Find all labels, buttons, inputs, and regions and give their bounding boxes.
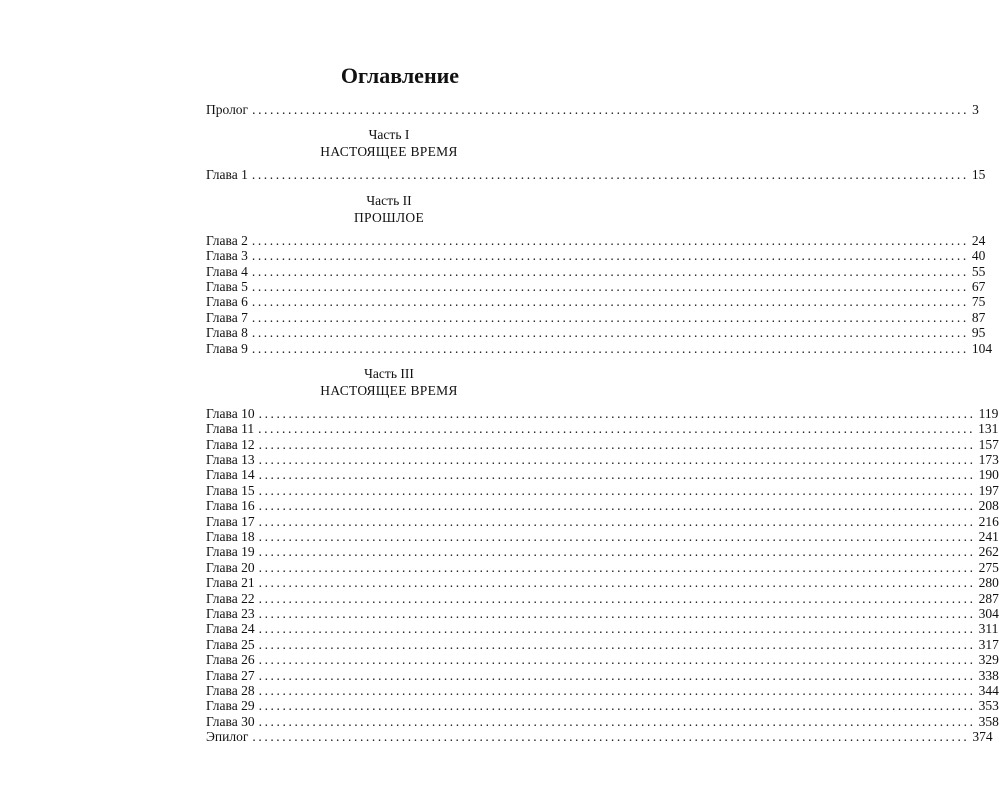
- toc-leader-dots: ........................................................................................................................: [251, 167, 969, 183]
- toc-entry-page: 275: [978, 559, 999, 575]
- toc-entry-label: Глава 16: [206, 498, 255, 514]
- toc-entry-label: Глава 30: [206, 713, 255, 729]
- toc-entry-label: Глава 23: [206, 605, 255, 621]
- toc-leader-dots: ........................................................................................................................: [258, 498, 976, 514]
- toc-entry-chapter: [206, 636, 999, 652]
- toc-entry-chapter: [206, 482, 999, 498]
- toc-leader-dots: ........................................................................................................................: [258, 405, 976, 421]
- toc-leader-dots: ........................................................................................................................: [258, 436, 976, 452]
- toc-entry-page: 287: [978, 590, 999, 606]
- toc-entry-chapter: [206, 309, 986, 325]
- toc-leader-dots: ........................................................................................................................: [258, 467, 976, 483]
- toc-entry-page: 15: [971, 167, 986, 183]
- toc-leader-dots: ........................................................................................................................: [252, 729, 970, 745]
- spacer: [206, 356, 572, 365]
- toc-entry-chapter: [206, 405, 999, 421]
- toc-entry-page: 262: [978, 544, 999, 560]
- toc-entry-chapter: [206, 167, 986, 183]
- toc-leader-dots: ........................................................................................................................: [258, 636, 976, 652]
- toc-entry-label: Глава 2: [206, 232, 248, 248]
- toc-entry-page: 40: [971, 248, 986, 264]
- toc-entry-page: 67: [971, 278, 986, 294]
- toc-entry-page: 329: [978, 652, 999, 668]
- toc-leader-dots: ........................................................................................................................: [251, 309, 969, 325]
- toc-entry-label: Глава 26: [206, 652, 255, 668]
- toc-leader-dots: ........................................................................................................................: [258, 421, 976, 437]
- toc-entry-chapter: [206, 529, 999, 545]
- toc-entry-label: Глава 7: [206, 309, 248, 325]
- toc-entry-page: 208: [978, 498, 999, 514]
- toc-entry-label: Глава 22: [206, 590, 255, 606]
- toc-entry-label: Глава 17: [206, 513, 255, 529]
- toc-entry-page: 157: [978, 436, 999, 452]
- spacer: [206, 399, 572, 406]
- toc-entry-chapter: [206, 713, 999, 729]
- toc-entry-page: 3: [972, 102, 979, 117]
- spacer: [206, 226, 572, 233]
- toc-entry-label: Глава 5: [206, 278, 248, 294]
- toc-entry-chapter: [206, 682, 999, 698]
- part-subtitle: НАСТОЯЩЕЕ ВРЕМЯ: [320, 382, 458, 398]
- toc-entry-page: 75: [971, 294, 986, 310]
- toc-leader-dots: ........................................................................................................................: [258, 698, 976, 714]
- part-label: Часть III: [364, 365, 414, 381]
- toc-entry-label: Глава 12: [206, 436, 255, 452]
- part-subtitle: НАСТОЯЩЕЕ ВРЕМЯ: [320, 144, 458, 160]
- part-subtitle: ПРОШЛОЕ: [353, 209, 425, 225]
- toc-leader-dots: ........................................................................................................................: [258, 544, 976, 560]
- toc-entry-page: 338: [978, 667, 999, 683]
- toc-leader-dots: ........................................................................................................................: [251, 294, 969, 310]
- toc-leader-dots: ........................................................................................................................: [252, 102, 970, 117]
- toc-entry-chapter: [206, 652, 999, 668]
- toc-leader-dots: ........................................................................................................................: [258, 682, 976, 698]
- toc-leader-dots: ........................................................................................................................: [258, 667, 976, 683]
- toc-entry-chapter: [206, 467, 999, 483]
- toc-entry-page: 241: [978, 529, 999, 545]
- toc-entry-page: 216: [978, 513, 999, 529]
- toc-leader-dots: ........................................................................................................................: [258, 452, 976, 468]
- toc-entry-label: Глава 29: [206, 698, 255, 714]
- toc-leader-dots: ........................................................................................................................: [258, 575, 976, 591]
- toc-entry-label: Глава 28: [206, 682, 255, 698]
- toc-entry-page: 311: [978, 621, 999, 637]
- toc-entry-page: 317: [978, 636, 999, 652]
- part-label: Часть II: [366, 192, 412, 208]
- toc-entry-page: 358: [978, 713, 999, 729]
- toc-leader-dots: ........................................................................................................................: [258, 559, 976, 575]
- toc-entry-page: 95: [971, 325, 986, 341]
- toc-leader-dots: ........................................................................................................................: [258, 482, 976, 498]
- toc-entry-label: Глава 21: [206, 575, 255, 591]
- toc-entry-page: 374: [972, 729, 993, 745]
- toc-entry-page: 344: [978, 682, 999, 698]
- toc-entry-chapter: [206, 544, 999, 560]
- part3-chapter-list: [206, 405, 999, 729]
- toc-leader-dots: ........................................................................................................................: [258, 713, 976, 729]
- toc-entry-chapter: [206, 498, 999, 514]
- toc-leader-dots: ........................................................................................................................: [258, 652, 976, 668]
- toc-entry-label: Глава 4: [206, 263, 248, 279]
- toc-entry-chapter: [206, 294, 986, 310]
- toc-leader-dots: ........................................................................................................................: [251, 263, 969, 279]
- toc-entry-label: Глава 14: [206, 467, 255, 483]
- toc-entry-page: 119: [978, 405, 999, 421]
- toc-leader-dots: ........................................................................................................................: [251, 278, 969, 294]
- toc-entry-chapter: [206, 421, 999, 437]
- toc-leader-dots: ........................................................................................................................: [251, 248, 969, 264]
- part-heading-2: [206, 192, 572, 226]
- toc-entry-label: Глава 3: [206, 248, 248, 264]
- toc-entry-page: 55: [971, 263, 986, 279]
- toc-entry-label: Глава 11: [206, 421, 255, 437]
- toc-entry-label: Глава 15: [206, 482, 255, 498]
- toc-entry-page: 24: [971, 232, 986, 248]
- toc-entry-label: Глава 27: [206, 667, 255, 683]
- toc-leader-dots: ........................................................................................................................: [258, 513, 976, 529]
- toc-entry-chapter: [206, 248, 986, 264]
- toc-entry-page: 197: [978, 482, 999, 498]
- toc-entry-chapter: [206, 436, 999, 452]
- toc-entry-page: 104: [971, 340, 993, 356]
- toc-leader-dots: ........................................................................................................................: [258, 590, 976, 606]
- part-heading-1: [206, 126, 572, 160]
- toc-entry-epilogue: [206, 729, 993, 745]
- toc-entry-chapter: [206, 278, 986, 294]
- toc-entry-label: Глава 18: [206, 529, 255, 545]
- part2-chapter-list: [206, 232, 993, 356]
- toc-entry-label: Эпилог: [206, 729, 249, 745]
- toc-entry-prologue: [206, 102, 979, 117]
- toc-entry-chapter: [206, 340, 993, 356]
- toc-entry-page: 353: [978, 698, 999, 714]
- part-label: Часть I: [368, 127, 410, 143]
- table-of-contents: [206, 102, 999, 745]
- page-title: Оглавление: [340, 63, 460, 88]
- toc-entry-label: Глава 25: [206, 636, 255, 652]
- spacer: [206, 160, 572, 167]
- toc-leader-dots: ........................................................................................................................: [258, 529, 976, 545]
- toc-entry-label: Глава 8: [206, 325, 248, 341]
- spacer: [206, 183, 572, 192]
- toc-entry-label: Глава 19: [206, 544, 255, 560]
- toc-entry-page: 190: [978, 467, 999, 483]
- part-heading-3: [206, 365, 572, 399]
- toc-entry-chapter: [206, 590, 999, 606]
- toc-entry-label: Пролог: [206, 102, 249, 117]
- toc-entry-chapter: [206, 452, 999, 468]
- toc-entry-page: 173: [978, 452, 999, 468]
- toc-entry-label: Глава 1: [206, 167, 248, 183]
- toc-entry-chapter: [206, 575, 999, 591]
- toc-entry-label: Глава 9: [206, 340, 248, 356]
- toc-leader-dots: ........................................................................................................................: [251, 325, 969, 341]
- spacer: [206, 117, 572, 126]
- toc-entry-chapter: [206, 325, 986, 341]
- toc-leader-dots: ........................................................................................................................: [251, 340, 969, 356]
- toc-entry-label: Глава 13: [206, 452, 255, 468]
- part1-chapter-list: [206, 167, 986, 183]
- toc-entry-label: Глава 10: [206, 405, 255, 421]
- toc-entry-page: 131: [978, 421, 999, 437]
- toc-entry-chapter: [206, 698, 999, 714]
- toc-leader-dots: ........................................................................................................................: [251, 232, 969, 248]
- toc-entry-label: Глава 20: [206, 559, 255, 575]
- toc-entry-chapter: [206, 667, 999, 683]
- toc-entry-chapter: [206, 232, 986, 248]
- toc-entry-page: 304: [978, 605, 999, 621]
- toc-entry-chapter: [206, 263, 986, 279]
- toc-entry-chapter: [206, 513, 999, 529]
- toc-leader-dots: ........................................................................................................................: [258, 621, 976, 637]
- toc-entry-chapter: [206, 559, 999, 575]
- toc-leader-dots: ........................................................................................................................: [258, 605, 976, 621]
- toc-entry-label: Глава 6: [206, 294, 248, 310]
- toc-entry-page: 280: [978, 575, 999, 591]
- toc-entry-label: Глава 24: [206, 621, 255, 637]
- toc-entry-chapter: [206, 605, 999, 621]
- toc-entry-page: 87: [971, 309, 986, 325]
- toc-entry-chapter: [206, 621, 999, 637]
